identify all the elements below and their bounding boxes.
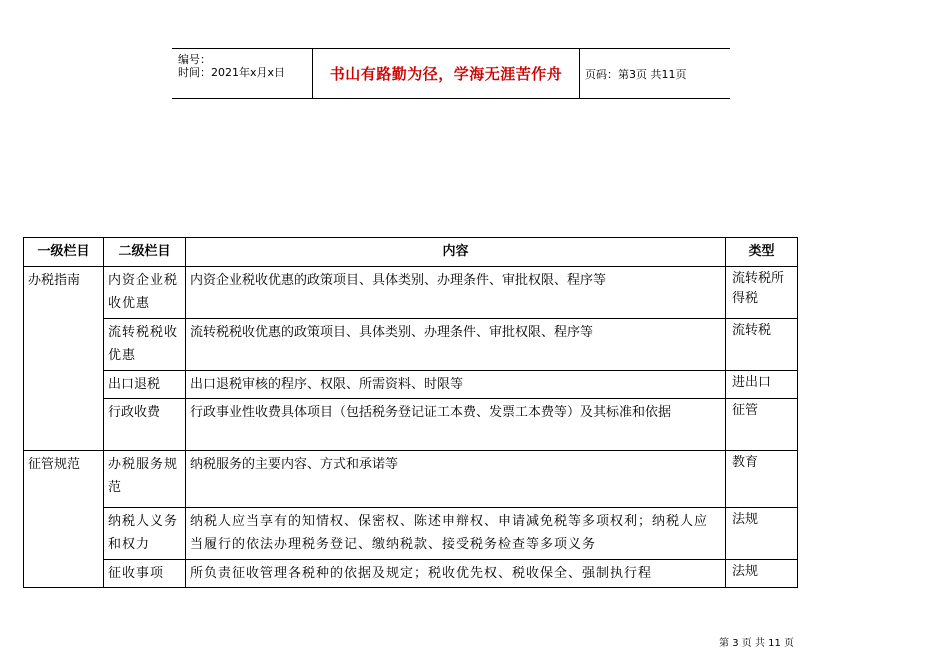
level2-cell: 办税服务规范 bbox=[104, 451, 186, 508]
level1-cell: 办税指南 bbox=[24, 267, 104, 451]
table-row bbox=[24, 319, 798, 371]
header-level2: 二级栏目 bbox=[104, 238, 186, 267]
table-row bbox=[24, 451, 798, 508]
table-row bbox=[24, 508, 798, 560]
type-cell: 流转税 bbox=[726, 319, 798, 371]
header-page-info: 页码：第3页 共11页 bbox=[585, 67, 687, 81]
type-cell: 征管 bbox=[726, 399, 798, 451]
page-footer: 第 3 页 共 11 页 bbox=[719, 638, 794, 649]
document-number-label: 编号： bbox=[178, 53, 211, 66]
content-cell: 所负责征收管理各税种的依据及规定；税收优先权、税收保全、强制执行程 bbox=[186, 560, 726, 588]
level2-cell: 行政收费 bbox=[104, 399, 186, 451]
header-page-cell bbox=[579, 49, 730, 98]
page-header bbox=[172, 48, 730, 99]
content-cell: 纳税人应当享有的知情权、保密权、陈述申辩权、申请减免税等多项权利；纳税人应当履行的依法办理税务登记、缴纳税款、接受税务检查等多项义务 bbox=[186, 508, 726, 560]
header-meta bbox=[172, 49, 312, 98]
tax-guide-table bbox=[23, 237, 798, 588]
type-cell: 流转税所得税 bbox=[726, 267, 798, 319]
content-cell: 内资企业税收优惠的政策项目、具体类别、办理条件、审批权限、程序等 bbox=[186, 267, 726, 319]
type-cell: 进出口 bbox=[726, 371, 798, 399]
header-motto-cell bbox=[312, 49, 580, 98]
header-level1: 一级栏目 bbox=[24, 238, 104, 267]
motto-text: 书山有路勤为径，学海无涯苦作舟 bbox=[329, 65, 563, 83]
content-cell: 流转税税收优惠的政策项目、具体类别、办理条件、审批权限、程序等 bbox=[186, 319, 726, 371]
level1-cell: 征管规范 bbox=[24, 451, 104, 588]
header-type: 类型 bbox=[726, 238, 798, 267]
table-row bbox=[24, 560, 798, 588]
table-row bbox=[24, 371, 798, 399]
level2-cell: 出口退税 bbox=[104, 371, 186, 399]
level2-cell: 流转税税收优惠 bbox=[104, 319, 186, 371]
level2-cell: 内资企业税收优惠 bbox=[104, 267, 186, 319]
level2-cell: 纳税人义务和权力 bbox=[104, 508, 186, 560]
table-header-row bbox=[24, 238, 798, 267]
content-cell: 行政事业性收费具体项目（包括税务登记证工本费、发票工本费等）及其标准和依据 bbox=[186, 399, 726, 451]
type-cell: 教育 bbox=[726, 451, 798, 508]
document-date: 时间：2021年x月x日 bbox=[178, 66, 286, 79]
table-row bbox=[24, 267, 798, 319]
table-row bbox=[24, 399, 798, 451]
type-cell: 法规 bbox=[726, 560, 798, 588]
content-cell: 出口退税审核的程序、权限、所需资料、时限等 bbox=[186, 371, 726, 399]
level2-cell: 征收事项 bbox=[104, 560, 186, 588]
header-content: 内容 bbox=[186, 238, 726, 267]
type-cell: 法规 bbox=[726, 508, 798, 560]
content-cell: 纳税服务的主要内容、方式和承诺等 bbox=[186, 451, 726, 508]
